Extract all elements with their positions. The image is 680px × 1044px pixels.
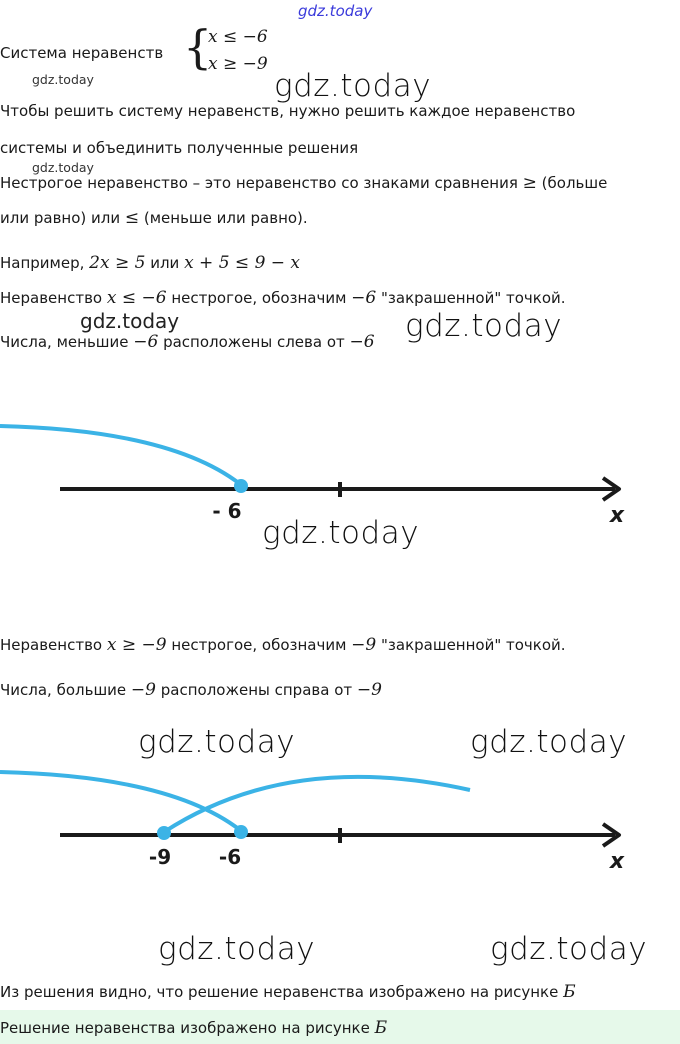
watermark-1: gdz.today <box>274 68 432 104</box>
point-label-minus-6: -6 <box>218 845 242 869</box>
paragraph-5: Числа, меньшие −6 расположены слева от −6 <box>0 332 375 352</box>
filled-point-minus-6 <box>234 825 248 839</box>
solution-arc-left <box>0 772 240 830</box>
paragraph-6: Неравенство x ≥ −9 нестрогое, обозначим −9 "закрашенной" точкой. <box>0 635 566 655</box>
system-line-1: x ≤ −6 <box>208 27 268 47</box>
axis-label: x <box>609 849 625 874</box>
system-label: Система неравенств <box>0 44 164 62</box>
watermark-7: gdz.today <box>158 931 316 967</box>
point-label: - 6 <box>212 499 242 523</box>
solution-arc-right <box>164 777 470 832</box>
system-brace: { <box>183 20 213 74</box>
watermark-3: gdz.today <box>405 308 563 344</box>
answer-text: Решение неравенства изображено на рисунке Б <box>0 1018 388 1038</box>
paragraph-1b: системы и объединить полученные решения <box>0 139 359 157</box>
paragraph-4: Неравенство x ≤ −6 нестрогое, обозначим −6 "закрашенной" точкой. <box>0 288 566 308</box>
watermark-small-1: gdz.today <box>32 72 94 87</box>
paragraph-1a: Чтобы решить систему неравенств, нужно решить каждое неравенство <box>0 102 576 120</box>
watermark-4: gdz.today <box>262 515 420 551</box>
solution-arc-left <box>0 426 240 484</box>
paragraph-2a: Нестрогое неравенство – это неравенство со знаками сравнения ≥ (больше <box>0 173 608 193</box>
watermark-8: gdz.today <box>490 931 648 967</box>
watermark-2: gdz.today <box>80 309 180 333</box>
number-line-figure-1 <box>0 410 680 530</box>
watermark-top: gdz.today <box>298 2 373 20</box>
paragraph-3: Например, 2x ≥ 5 или x + 5 ≤ 9 − x <box>0 253 301 273</box>
axis-label: x <box>609 503 625 528</box>
watermark-6: gdz.today <box>470 724 628 760</box>
filled-point-minus-9 <box>157 826 171 840</box>
system-line-2: x ≥ −9 <box>208 54 268 74</box>
paragraph-2b: или равно) или ≤ (меньше или равно). <box>0 208 308 228</box>
answer-box <box>0 1010 680 1044</box>
number-line-figure-2 <box>0 760 680 880</box>
point-label-minus-9: -9 <box>148 845 172 869</box>
paragraph-8: Из решения видно, что решение неравенства изображено на рисунке Б <box>0 982 576 1002</box>
paragraph-7: Числа, большие −9 расположены справа от −9 <box>0 680 382 700</box>
filled-point-minus-6 <box>234 479 248 493</box>
watermark-5: gdz.today <box>138 724 296 760</box>
watermark-small-2: gdz.today <box>32 160 94 175</box>
